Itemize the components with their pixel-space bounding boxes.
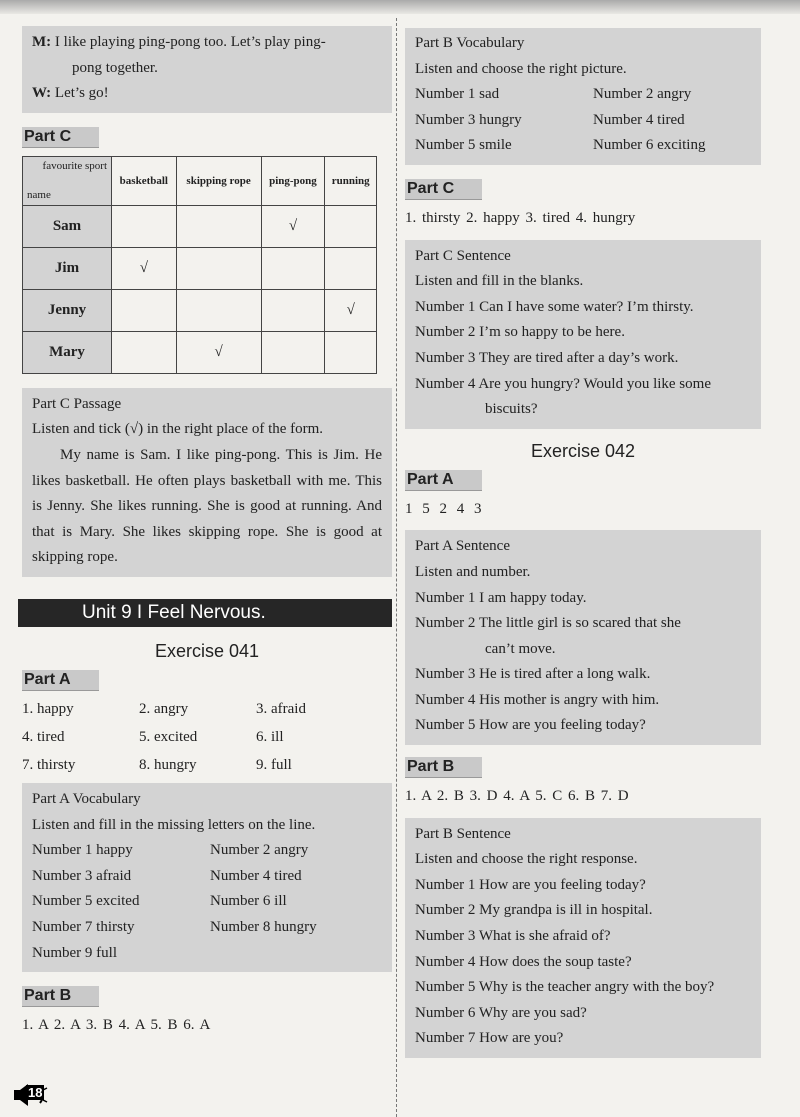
column-header: running	[325, 156, 377, 205]
sentence-title: Part C Sentence	[415, 247, 511, 264]
table-cell	[261, 331, 325, 373]
sentence-item-continued: biscuits?	[485, 401, 538, 418]
table-cell	[112, 289, 177, 331]
table-row	[23, 331, 377, 373]
sentence-item-continued: can’t move.	[485, 640, 556, 657]
part-b-sentence-box	[405, 818, 761, 1058]
sentence-title: Part B Sentence	[415, 825, 511, 842]
sentence-item: Number 3 They are tired after a day’s work.	[415, 349, 679, 366]
table-cell	[176, 247, 261, 289]
part-a-answers	[22, 695, 392, 779]
exercise-heading: Exercise 042	[530, 440, 636, 461]
answer-item: 9. full	[256, 756, 292, 773]
unit-title-bar: Unit 9 I Feel Nervous.	[18, 599, 392, 627]
part-a-heading: Part A	[22, 670, 99, 691]
sentence-item: Number 4 Are you hungry? Would you like some	[415, 375, 711, 392]
vocab-instruction: Listen and choose the right picture.	[415, 60, 627, 77]
left-column	[22, 0, 392, 1117]
vocab-instruction: Listen and fill in the missing letters on the line.	[32, 816, 316, 833]
part-a-sentence-box	[405, 530, 761, 745]
part-c-answers: 1. thirsty 2. happy 3. tired 4. hungry	[405, 209, 636, 226]
part-a-heading: Part A	[405, 470, 482, 491]
sentence-item: Number 3 What is she afraid of?	[415, 928, 611, 945]
part-b-vocabulary-box	[405, 28, 761, 165]
answer-row	[22, 695, 392, 723]
sentence-item: Number 6 Why are you sad?	[415, 1004, 587, 1021]
table-cell	[176, 205, 261, 247]
passage-title: Part C Passage	[32, 395, 122, 412]
part-b-heading: Part B	[405, 757, 482, 778]
answer-item: 8. hungry	[139, 756, 197, 773]
sentence-title: Part A Sentence	[415, 538, 510, 555]
header-favourite-sport: favourite sport	[42, 159, 107, 172]
sentence-item: Number 5 How are you feeling today?	[415, 717, 646, 734]
table-cell	[261, 289, 325, 331]
sentence-item: Number 3 He is tired after a long walk.	[415, 666, 651, 683]
table-row	[23, 289, 377, 331]
vocab-row: Number 1 happy Number 2 angry	[32, 842, 309, 859]
sport-table	[22, 156, 377, 374]
sentence-item: Number 2 I’m so happy to be here.	[415, 324, 625, 341]
page-number-icon	[14, 1082, 48, 1111]
answer-row	[22, 723, 392, 751]
dialogue-line: W: Let’s go!	[32, 85, 109, 102]
part-a-answers: 1 5 2 4 3	[405, 500, 482, 517]
sentence-item: Number 5 Why is the teacher angry with the boy?	[415, 979, 715, 996]
vocab-row: Number 1 sad Number 2 angry	[415, 86, 692, 103]
vocab-row: Number 7 thirsty Number 8 hungry	[32, 918, 317, 935]
table-cell	[112, 331, 177, 373]
part-b-answers: 1. A 2. A 3. B 4. A 5. B 6. A	[22, 1017, 211, 1034]
exercise-heading: Exercise 041	[154, 640, 260, 661]
table-cell	[325, 331, 377, 373]
vocab-row: Number 3 afraid Number 4 tired	[32, 867, 302, 884]
part-c-heading: Part C	[405, 179, 482, 200]
dialogue-line: M: I like playing ping-pong too. Let’s play ping-	[32, 34, 326, 50]
table-row	[23, 247, 377, 289]
answer-item: 6. ill	[256, 728, 284, 745]
right-column	[405, 0, 761, 1117]
table-cell	[325, 247, 377, 289]
sentence-instruction: Listen and choose the right response.	[415, 851, 638, 868]
table-cell: √	[325, 289, 377, 331]
vocab-row: Number 5 smile Number 6 exciting	[415, 137, 706, 154]
column-header: skipping rope	[176, 156, 261, 205]
answer-item: 4. tired	[22, 728, 65, 745]
vocab-title: Part B Vocabulary	[415, 35, 525, 51]
sentence-item: Number 2 My grandpa is ill in hospital.	[415, 902, 653, 919]
table-cell	[325, 205, 377, 247]
column-header: ping-pong	[261, 156, 325, 205]
answer-item: 7. thirsty	[22, 756, 76, 773]
answer-item: 1. happy	[22, 700, 74, 717]
answer-item: 3. afraid	[256, 700, 306, 717]
diagonal-header-cell	[23, 156, 112, 205]
dialogue-line: pong together.	[72, 59, 158, 76]
table-row	[23, 205, 377, 247]
header-name: name	[27, 188, 51, 201]
column-header: basketball	[112, 156, 177, 205]
answer-item: 2. angry	[139, 700, 189, 717]
sentence-item: Number 7 How are you?	[415, 1030, 564, 1047]
table-cell: √	[261, 205, 325, 247]
sentence-item: Number 2 The little girl is so scared that she	[415, 615, 681, 632]
table-cell	[112, 205, 177, 247]
answer-item: 5. excited	[139, 728, 198, 745]
vocab-row: Number 9 full	[32, 944, 117, 961]
dialogue-box	[22, 26, 392, 113]
vocabulary-box	[22, 783, 392, 972]
vocab-row: Number 3 hungry Number 4 tired	[415, 111, 685, 128]
sentence-item: Number 1 Can I have some water? I’m thirsty.	[415, 298, 694, 315]
vocab-title: Part A Vocabulary	[32, 790, 141, 807]
column-divider	[396, 18, 397, 1117]
sentence-item: Number 4 His mother is angry with him.	[415, 691, 660, 708]
row-name: Mary	[23, 331, 112, 373]
passage-instruction: Listen and tick (√) in the right place of the form.	[32, 421, 324, 438]
part-c-heading: Part C	[22, 127, 99, 148]
sentence-instruction: Listen and number.	[415, 563, 531, 580]
part-b-heading: Part B	[22, 986, 99, 1007]
table-cell	[176, 289, 261, 331]
vocab-row: Number 5 excited Number 6 ill	[32, 893, 287, 910]
sentence-item: Number 1 I am happy today.	[415, 589, 587, 606]
sentence-instruction: Listen and fill in the blanks.	[415, 273, 584, 290]
passage-text: My name is Sam. I like ping-pong. This is Jim. He likes basketball. He often plays basketball with me. This is Jenny. She likes running. She is good at running. And that is Mary. She likes skipping rope. She is good at skipping rope.	[32, 446, 382, 566]
part-c-sentence-box	[405, 240, 761, 429]
answer-row	[22, 751, 392, 779]
table-header-row	[23, 156, 377, 205]
passage-box	[22, 388, 392, 577]
sentence-item: Number 4 How does the soup taste?	[415, 953, 632, 970]
part-b-answers: 1. A 2. B 3. D 4. A 5. C 6. B 7. D	[405, 788, 629, 805]
table-cell: √	[176, 331, 261, 373]
table-cell: √	[112, 247, 177, 289]
table-cell	[261, 247, 325, 289]
sentence-item: Number 1 How are you feeling today?	[415, 876, 646, 893]
row-name: Jim	[23, 247, 112, 289]
page-number: 18	[28, 1085, 43, 1100]
row-name: Jenny	[23, 289, 112, 331]
row-name: Sam	[23, 205, 112, 247]
